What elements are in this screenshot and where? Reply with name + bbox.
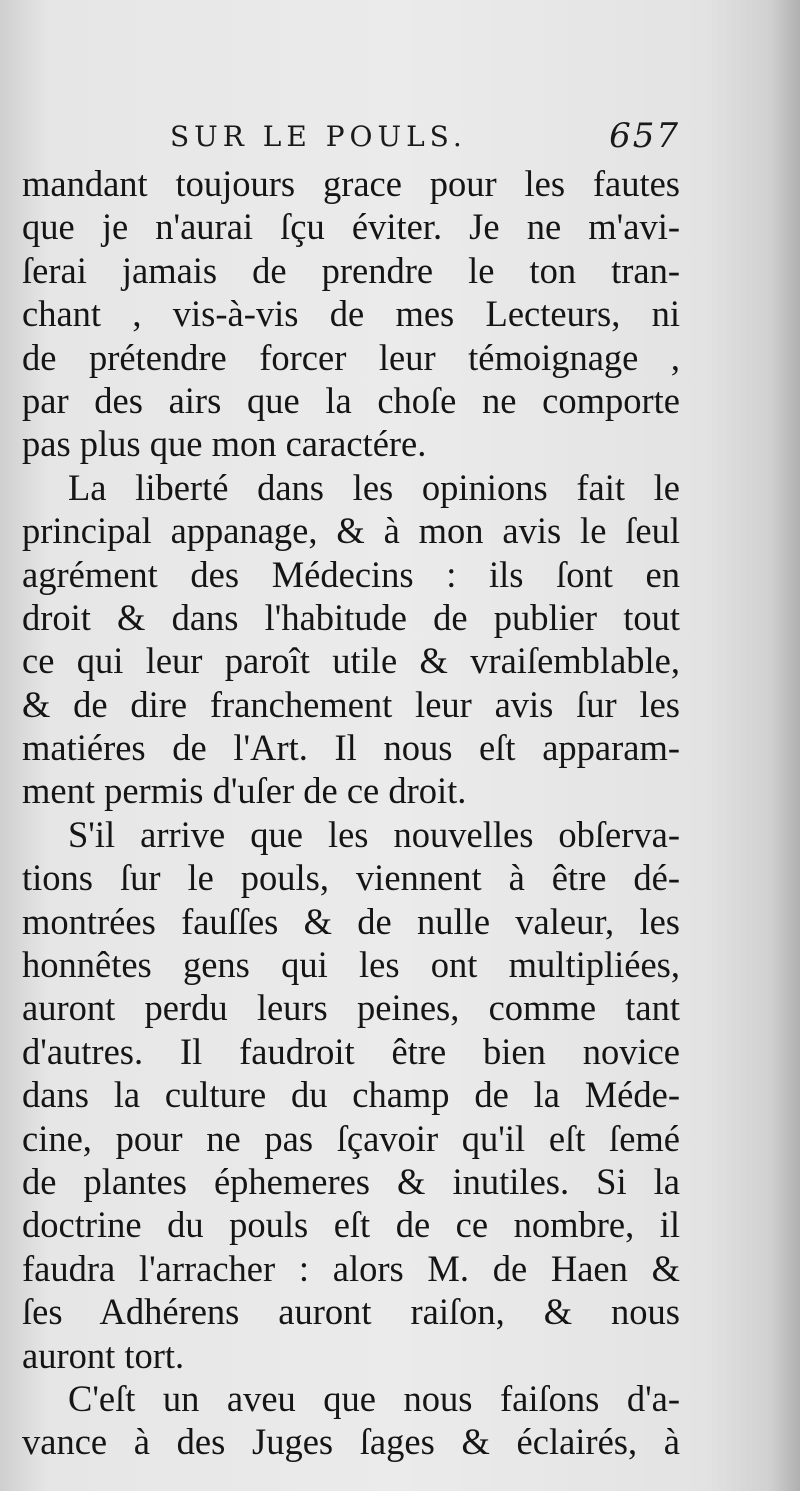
text-line: vance à des Juges ſages & éclairés, à — [22, 1421, 680, 1463]
text-line: de plantes éphemeres & inutiles. Si la — [22, 1160, 680, 1202]
text-line: doctrine du pouls eſt de ce nombre, il — [22, 1204, 680, 1246]
page-number: 657 — [609, 116, 680, 156]
paragraph-start-line: La liberté dans les opinions fait le — [68, 466, 680, 508]
text-line: agrément des Médecins : ils ſont en — [22, 553, 680, 595]
text-line: par des airs que la choſe ne comporte — [22, 379, 680, 421]
text-line: de prétendre forcer leur témoignage , — [22, 336, 680, 378]
text-line: ce qui leur paroît utile & vraiſemblable, — [22, 640, 680, 682]
text-line: ſes Adhérens auront raiſon, & nous — [22, 1291, 680, 1333]
text-line: tions ſur le pouls, viennent à être dé- — [22, 857, 680, 899]
text-line: honnêtes gens qui les ont multipliées, — [22, 944, 680, 986]
page-header — [170, 112, 680, 162]
text-line: mandant toujours grace pour les fautes — [22, 163, 680, 204]
text-line: pas plus que mon caractére. — [22, 423, 427, 465]
text-line: auront perdu leurs peines, comme tant — [22, 987, 680, 1029]
text-line: droit & dans l'habitude de publier tout — [22, 596, 680, 638]
running-title: SUR LE POULS. — [170, 120, 467, 153]
text-line: ment permis d'uſer de ce droit. — [22, 770, 467, 812]
text-line: ſerai jamais de prendre le ton tran- — [22, 249, 680, 291]
page-edge-shadow — [770, 0, 800, 1491]
text-line: & de dire franchement leur avis ſur les — [22, 683, 680, 725]
text-line: d'autres. Il faudroit être bien novice — [22, 1030, 680, 1072]
text-line: faudra l'arracher : alors M. de Haen & — [22, 1247, 680, 1289]
text-line: cine, pour ne pas ſçavoir qu'il eſt ſemé — [22, 1117, 680, 1159]
text-line: auront tort. — [22, 1334, 185, 1376]
text-line: chant , vis-à-vis de mes Lecteurs, ni — [22, 293, 680, 335]
text-line: principal appanage, & à mon avis le ſeul — [22, 510, 680, 552]
paragraph-start-line: C'eſt un aveu que nous faiſons d'a- — [68, 1377, 680, 1419]
text-line: que je n'aurai ſçu éviter. Je ne m'avi- — [22, 206, 680, 248]
paragraph-start-line: S'il arrive que les nouvelles obſerva- — [68, 813, 680, 855]
text-line: matiéres de l'Art. Il nous eſt apparam- — [22, 727, 680, 769]
text-line: montrées fauſſes & de nulle valeur, les — [22, 900, 680, 942]
text-line: dans la culture du champ de la Méde- — [22, 1074, 680, 1116]
body-text — [22, 162, 680, 1464]
